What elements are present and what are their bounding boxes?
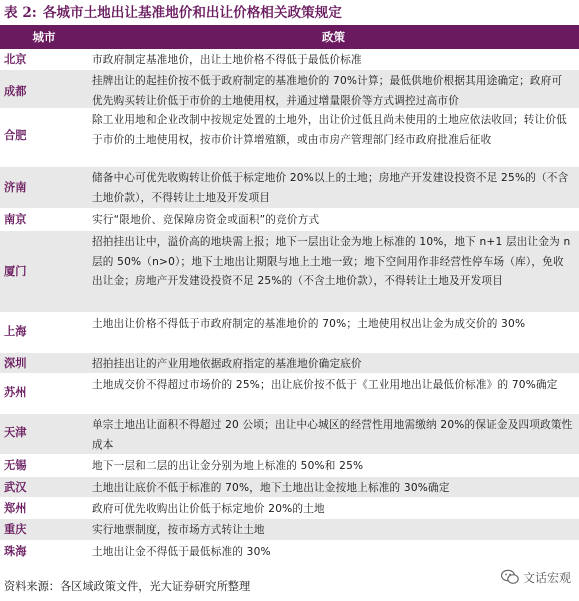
table-row <box>0 455 579 477</box>
city-cell: 郑州 <box>4 502 27 515</box>
policy-cell: 土地出让金不得低于最低标准的 30% <box>92 546 271 558</box>
city-cell: 上海 <box>4 325 27 338</box>
table-row <box>0 313 579 353</box>
policy-cell: 招拍挂出让的产业用地依据政府指定的基准地价确定底价 <box>92 358 362 370</box>
city-cell: 合肥 <box>4 129 27 142</box>
watermark-text: 文话宏观 <box>522 570 571 585</box>
table-row <box>0 414 579 455</box>
city-cell: 北京 <box>4 53 27 66</box>
policy-table <box>0 49 579 563</box>
city-cell: 厦门 <box>4 265 27 278</box>
table-row <box>0 231 579 313</box>
header-city: 城市 <box>32 30 56 44</box>
policy-cell: 市政府制定基准地价，出让土地价格不得低于最低价标准 <box>92 54 362 66</box>
policy-cell: 土地成交价不得超过市场价的 25%；出让底价按不低于《工业用地出让最低价标准》的 70%确定 <box>92 379 558 391</box>
city-cell: 重庆 <box>4 523 27 536</box>
city-cell: 苏州 <box>4 386 27 399</box>
table-title-text: 各城市土地出让基准地价和出让价格相关政策规定 <box>42 5 342 21</box>
header-policy: 政策 <box>322 30 345 44</box>
table-row <box>0 498 579 519</box>
policy-cell: 地下一层和二层的出让金分别为地上标准的 50%和 25% <box>92 460 364 472</box>
table-row <box>0 519 579 541</box>
city-cell: 武汉 <box>4 481 27 494</box>
city-cell: 济南 <box>4 181 27 194</box>
city-cell: 无锡 <box>4 459 27 472</box>
table-row <box>0 209 579 231</box>
table-row <box>0 374 579 414</box>
table-number: 表 2: <box>4 5 37 21</box>
table-row <box>0 49 579 70</box>
policy-cell: 实行“限地价、竞保障房资金或面积”的竞价方式 <box>92 214 320 226</box>
table-row <box>0 541 579 563</box>
source-note: 资料来源：各区域政策文件，光大证券研究所整理 <box>4 580 251 593</box>
policy-cell: 土地出让底价不低于标准的 70%，地下土地出让金按地上标准的 30%确定 <box>92 482 450 494</box>
table-row <box>0 167 579 209</box>
table-row <box>0 353 579 374</box>
policy-cell: 政府可优先收购出让价低于标定地价 20%的土地 <box>92 503 325 515</box>
policy-cell: 挂牌出让的起挂价按不低于政府制定的基准地价的 70%计算；最低供地价根据其用途确定；政府可优先购买转让价低于市价的土地使用权，并通过增量限价等方式调控过高市价 <box>92 75 563 107</box>
policy-cell: 除工业用地和企业改制中按规定处置的土地外，出让价过低且尚未使用的土地应依法收回；转让价低于市价的土地使用权，按市价计算增殖额，或由市房产管理部门经市政府批准后征收 <box>92 114 567 146</box>
table-row <box>0 70 579 109</box>
policy-cell: 实行地票制度，按市场方式转让土地 <box>92 524 265 536</box>
table-title <box>4 2 342 24</box>
policy-cell: 储备中心可优先收购转让价低于标定地价 20%以上的土地；房地产开发建设投资不足 25%的（不含土地价款），不得转让土地及开发项目 <box>92 172 569 204</box>
policy-cell: 土地出让价格不得低于市政府制定的基准地价的 70%；土地使用权出让金为成交价的 30% <box>92 318 526 330</box>
policy-cell: 招拍挂出让中，溢价高的地块需上报；地下一层出让金为地上标准的 10%，地下 n+1 层出让金为 n 层的 50%（n>0）；地下土地出让期限与地上土地一致；地下空间用作非经营性停车场（库），免收出让金；房地产开发建设投资不足 25%的（不含土地价款），不得转让土地及开发项目 <box>92 236 571 288</box>
table-row <box>0 109 579 167</box>
city-cell: 南京 <box>4 213 27 226</box>
city-cell: 成都 <box>4 85 27 98</box>
table-row <box>0 477 579 498</box>
table-header <box>0 25 579 49</box>
city-cell: 深圳 <box>4 357 27 370</box>
city-cell: 天津 <box>4 426 27 439</box>
policy-cell: 单宗土地出让面积不得超过 20 公顷；出让中心城区的经营性用地需缴纳 20%的保证金及四项政策性成本 <box>92 419 573 451</box>
wechat-icon <box>501 569 519 585</box>
city-cell: 珠海 <box>4 545 27 558</box>
watermark <box>497 566 575 588</box>
